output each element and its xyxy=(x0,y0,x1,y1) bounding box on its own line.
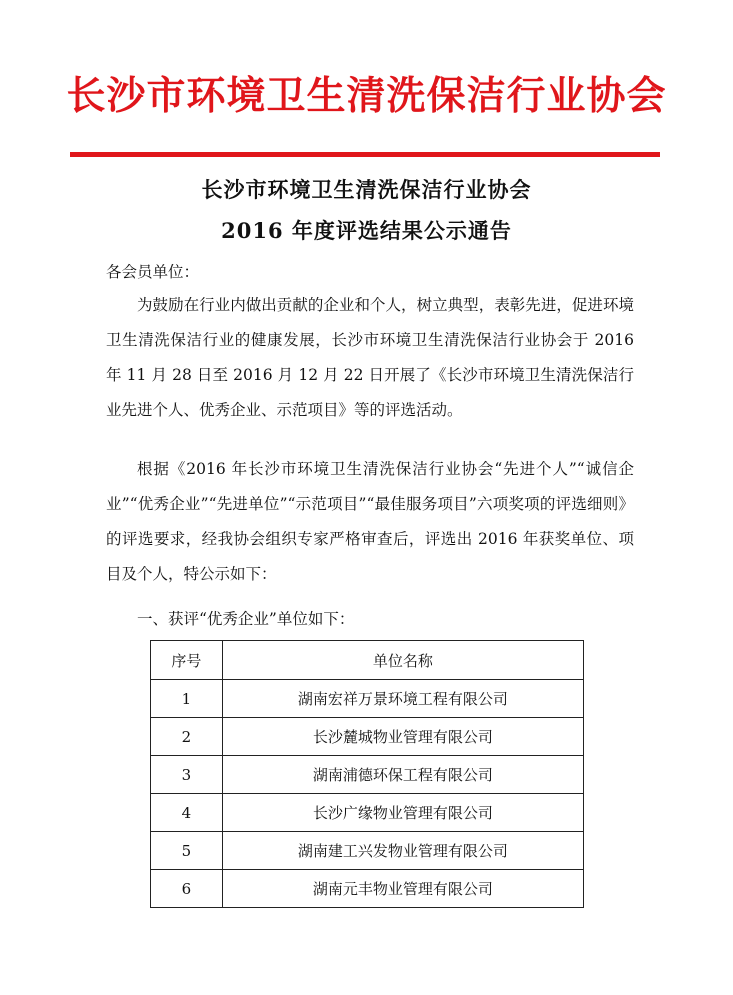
row-serial-number: 1 xyxy=(151,680,223,718)
row-serial-number: 4 xyxy=(151,794,223,832)
row-unit-name: 湖南建工兴发物业管理有限公司 xyxy=(222,832,583,870)
paragraph-2: 根据《2016 年长沙市环境卫生清洗保洁行业协会“先进个人”“诚信企业”“优秀企业”“先进单位”“示范项目”“最佳服务项目”六项奖项的评选细则》的评选要求，经我协会组织专家严格审查后，评选出 2016 年获奖单位、项目及个人，特公示如下： xyxy=(106,460,634,583)
header-serial-number: 序号 xyxy=(151,641,223,680)
table-row xyxy=(151,832,584,870)
notice-title-line1: 长沙市环境卫生清洗保洁行业协会 xyxy=(201,177,532,202)
table-row xyxy=(151,718,584,756)
row-unit-name: 长沙广缘物业管理有限公司 xyxy=(222,794,583,832)
notice-title-line2: 2016 年度评选结果公示通告 xyxy=(221,218,512,243)
salutation: 各会员单位： xyxy=(106,263,200,281)
table-row xyxy=(151,870,584,908)
header-unit-name: 单位名称 xyxy=(222,641,583,680)
row-unit-name: 湖南浦德环保工程有限公司 xyxy=(222,756,583,794)
row-unit-name: 湖南宏祥万景环境工程有限公司 xyxy=(222,680,583,718)
row-serial-number: 2 xyxy=(151,718,223,756)
table-header-row xyxy=(151,641,584,680)
letterhead-red-rule xyxy=(70,152,660,157)
award-table-container xyxy=(150,640,584,908)
section-heading-excellent-enterprise: 一、获评“优秀企业”单位如下： xyxy=(137,610,355,628)
paragraph-1: 为鼓励在行业内做出贡献的企业和个人，树立典型，表彰先进，促进环境卫生清洗保洁行业的健康发展，长沙市环境卫生清洗保洁行业协会于 2016 年 11 月 28 日至 2016 月 12 月 22 日开展了《长沙市环境卫生清洗保洁行业先进个人、优秀企业、示范项目》等的评选活动。 xyxy=(106,296,634,419)
row-serial-number: 5 xyxy=(151,832,223,870)
excellent-enterprise-table xyxy=(150,640,584,908)
row-unit-name: 湖南元丰物业管理有限公司 xyxy=(222,870,583,908)
letterhead-org-name: 长沙市环境卫生清洗保洁行业协会 xyxy=(66,73,667,119)
table-row xyxy=(151,680,584,718)
table-row xyxy=(151,756,584,794)
table-row xyxy=(151,794,584,832)
row-serial-number: 3 xyxy=(151,756,223,794)
row-unit-name: 长沙麓城物业管理有限公司 xyxy=(222,718,583,756)
row-serial-number: 6 xyxy=(151,870,223,908)
